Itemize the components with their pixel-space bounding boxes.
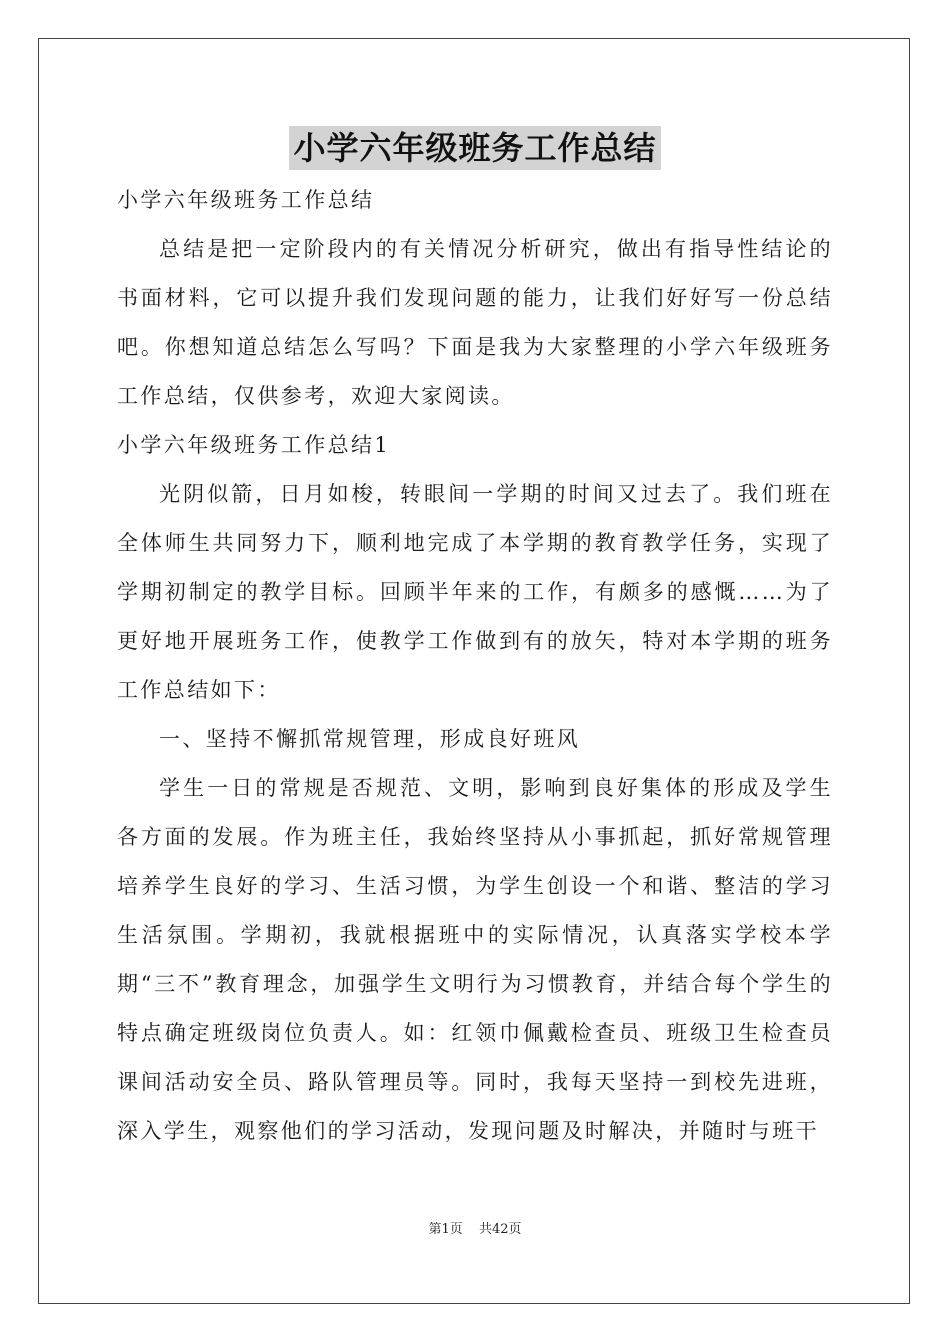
subsection-heading: 一、坚持不懈抓常规管理，形成良好班风	[159, 727, 581, 751]
subtitle-paragraph: 小学六年级班务工作总结	[117, 188, 375, 212]
section-heading: 小学六年级班务工作总结1	[117, 433, 391, 457]
intro-paragraph: 总结是把一定阶段内的有关情况分析研究，做出有指导性结论的书面材料，它可以提升我们发现问题的能力，让我们好好写一份总结吧。你想知道总结怎么写吗？下面是我为大家整理的小学六年级班务工作总结，仅供参考，欢迎大家阅读。	[117, 237, 833, 408]
page-footer	[0, 1218, 950, 1237]
document-body	[117, 176, 833, 1156]
page-number: 第1页	[428, 1222, 463, 1237]
document-title: 小学六年级班务工作总结	[289, 126, 660, 170]
body-paragraph: 光阴似箭，日月如梭，转眼间一学期的时间又过去了。我们班在全体师生共同努力下，顺利地完成了本学期的教育教学任务，实现了学期初制定的教学目标。回顾半年来的工作，有颇多的感慨……为了更好地开展班务工作，使教学工作做到有的放矢，特对本学期的班务工作总结如下：	[117, 482, 833, 702]
title-container	[0, 126, 950, 170]
body-paragraph: 学生一日的常规是否规范、文明，影响到良好集体的形成及学生各方面的发展。作为班主任，我始终坚持从小事抓起，抓好常规管理培养学生良好的学习、生活习惯，为学生创设一个和谐、整洁的学习生活氛围。学期初，我就根据班中的实际情况，认真落实学校本学期“三不”教育理念，加强学生文明行为习惯教育，并结合每个学生的特点确定班级岗位负责人。如：红领巾佩戴检查员、班级卫生检查员课间活动安全员、路队管理员等。同时，我每天坚持一到校先进班，深入学生，观察他们的学习活动，发现问题及时解决，并随时与班干	[117, 776, 833, 1143]
page-total: 共42页	[478, 1222, 522, 1237]
